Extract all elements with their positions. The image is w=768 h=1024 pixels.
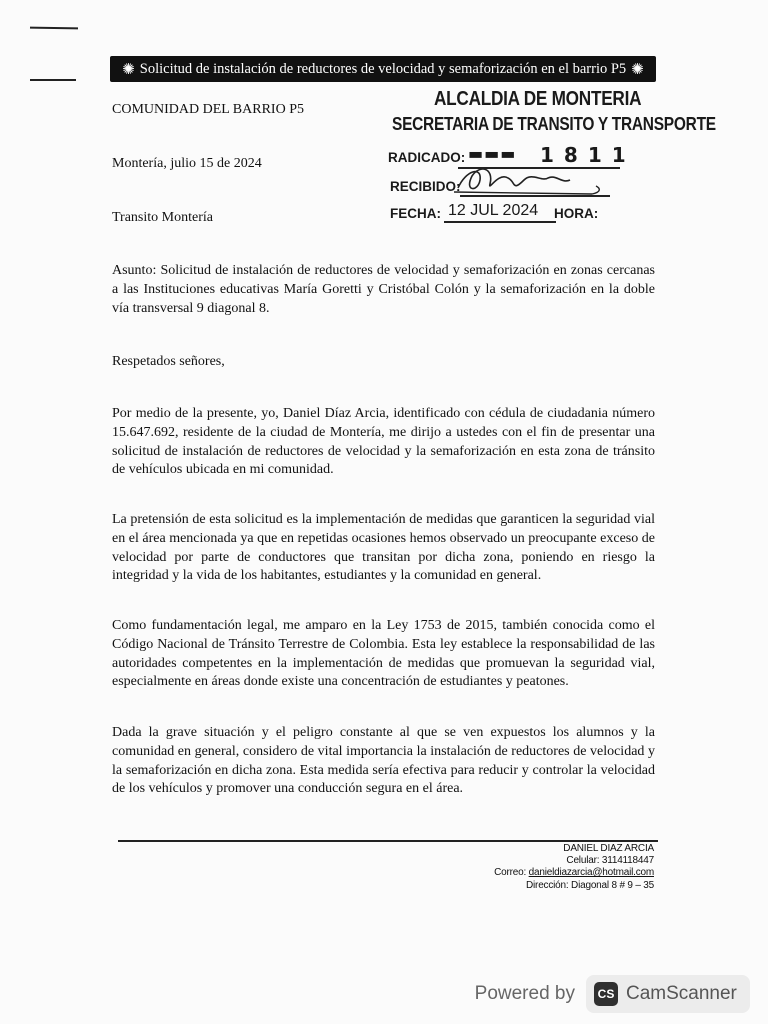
- signature-scribble: [452, 162, 602, 198]
- recipient: Transito Montería: [112, 210, 213, 225]
- sender-name: COMUNIDAD DEL BARRIO P5: [112, 102, 304, 117]
- stamp-line-1: ALCALDIA DE MONTERIA: [434, 88, 642, 110]
- hora-label: HORA:: [554, 206, 599, 221]
- document-title: Solicitud de instalación de reductores de velocidad y semaforización en el barrio P5: [139, 60, 627, 77]
- place-date: Montería, julio 15 de 2024: [112, 156, 262, 171]
- reception-stamp: [388, 88, 716, 228]
- stamp-line-2: SECRETARIA DE TRANSITO Y TRANSPORTE: [392, 114, 716, 134]
- margin-mark-top: [30, 27, 78, 30]
- signer-address: Dirección: Diagonal 8 # 9 – 35: [526, 879, 654, 891]
- paragraph-3: Como fundamentación legal, me amparo en la Ley 1753 de 2015, también conocida como el Código Nacional de Tránsito Terrestre de Colombia. Esta ley establece la responsabilidad de las autoridades competentes en la implementación de medidas que promuevan la seguridad vial, especialmente en áreas donde existe una concentración de estudiantes y peatones.: [112, 618, 655, 690]
- salutation: Respetados señores,: [112, 354, 225, 369]
- radicado-value: 1811: [540, 143, 636, 167]
- powered-by-label: Powered by: [474, 983, 575, 1004]
- sun-icon: ✺: [631, 61, 644, 78]
- signature-line: [118, 840, 658, 842]
- email-link[interactable]: danieldiazarcia@hotmail.com: [528, 867, 654, 879]
- recibido-label: RECIBIDO:: [390, 179, 461, 194]
- sun-icon: ✺: [122, 61, 135, 78]
- camscanner-badge: [586, 975, 750, 1013]
- signer-name: DANIEL DIAZ ARCIA: [563, 843, 654, 854]
- document-title-bar: [110, 56, 656, 82]
- fecha-label: FECHA:: [390, 206, 441, 221]
- subject-paragraph: Asunto: Solicitud de instalación de reductores de velocidad y semaforización en zonas cercanas a las Instituciones educativas María Goretti y Cristóbal Colón y la semaforización en la doble vía transversal 9 diagonal 8.: [112, 263, 655, 316]
- fecha-value: 12 JUL 2024: [448, 202, 539, 219]
- radicado-scribble: ▬▬▬: [468, 144, 517, 163]
- margin-mark-bottom: [30, 79, 76, 81]
- fecha-line: [444, 221, 556, 223]
- paragraph-1: Por medio de la presente, yo, Daniel Díaz Arcia, identificado con cédula de ciudadania número 15.647.692, residente de la ciudad de Montería, me dirijo a ustedes con el fin de presentar una solicitud de instalación de reductores de velocidad y la semaforización en esta zona de tránsito de vehículos ubicada en mi comunidad.: [112, 406, 655, 478]
- signer-email-row: [494, 867, 654, 879]
- camscanner-brand: CamScanner: [626, 983, 737, 1004]
- paragraph-4: Dada la grave situación y el peligro constante al que se ven expuestos los alumnos y la comunidad en general, considero de vital importancia la instalación de reductores de velocidad y la semaforización en dicha zona. Esta medida sería efectiva para reducir y controlar la velocidad de los vehículos y promover una conducción segura en el área.: [112, 725, 655, 797]
- signature-block: [494, 843, 654, 892]
- email-label: Correo:: [494, 867, 527, 879]
- signer-phone: Celular: 3114118447: [566, 855, 654, 867]
- camscanner-logo-icon: CS: [594, 982, 618, 1006]
- paragraph-2: La pretensión de esta solicitud es la implementación de medidas que garanticen la seguridad vial en el área mencionada ya que en repetidas ocasiones hemos observado un preocupante exceso de velocidad por parte de conductores que transitan por dicha zona, poniendo en riesgo la integridad y la vida de los habitantes, estudiantes y la comunidad en general.: [112, 512, 655, 584]
- radicado-label: RADICADO:: [388, 150, 466, 165]
- recibido-line: [460, 195, 610, 197]
